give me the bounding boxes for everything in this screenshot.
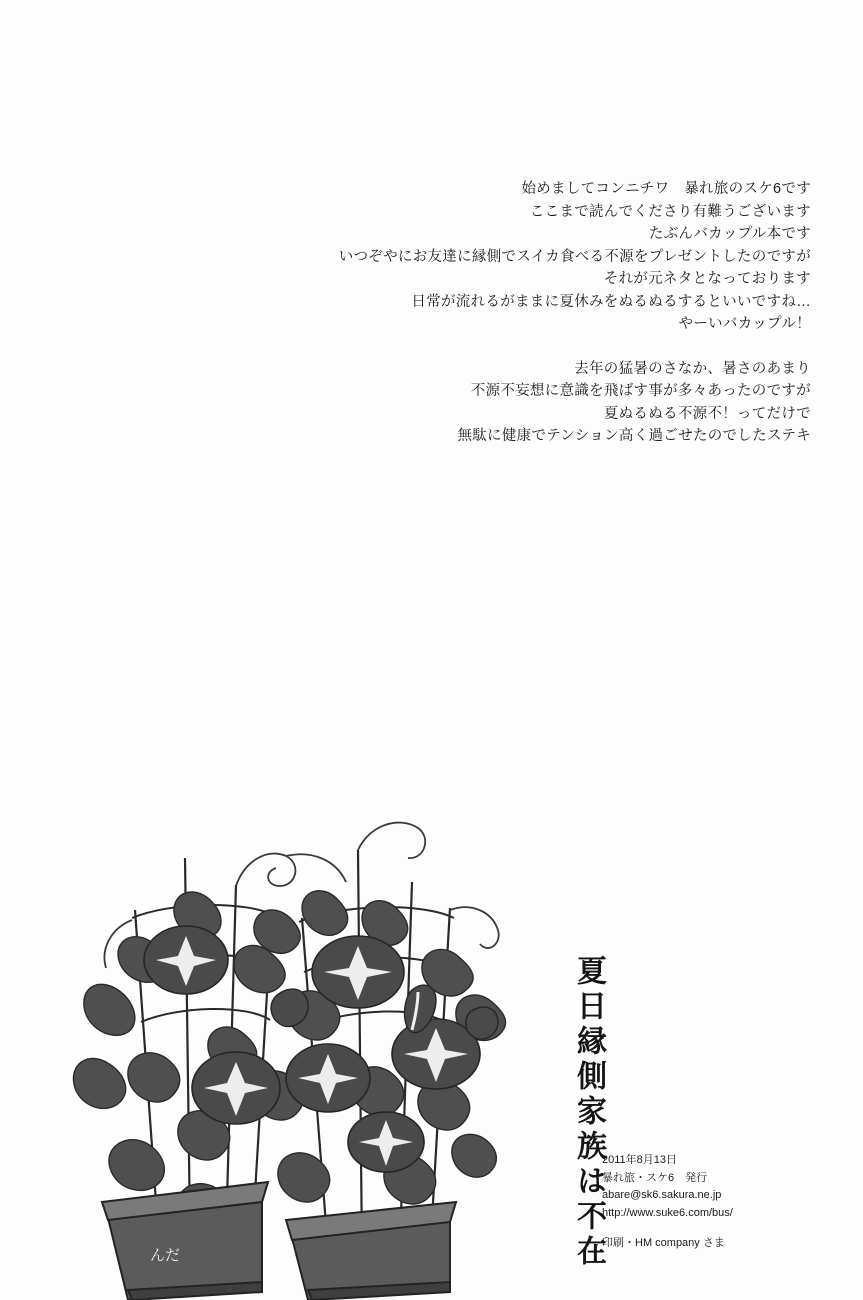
afterword-line: 日常が流れるがままに夏休みをぬるぬるするといいですね… [411, 293, 811, 310]
page-title: 夏日縁側家族は不在 [572, 955, 605, 1270]
colophon [602, 1152, 777, 1253]
afterword-line: 夏ぬるぬる不源不！ってだけで [603, 405, 811, 422]
colophon-publisher: 暴れ旅・スケ6 発行 [602, 1171, 708, 1184]
colophon-spacer [602, 1222, 777, 1235]
afterword-line: やーいバカップル！ [678, 316, 811, 332]
afterword-line: たぶんバカップル本です [648, 226, 811, 242]
colophon-printer: 印刷・HM company さま [602, 1237, 725, 1249]
colophon-email: abare@sk6.sakura.ne.jp [602, 1189, 722, 1201]
afterword-line: 無駄に健康でテンション高く過ごせたのでしたステキ [457, 428, 811, 444]
afterword-line: 始めましてコンニチワ 暴れ旅のスケ6です [521, 181, 811, 197]
flower [348, 1112, 424, 1172]
artist-signature: んだ [150, 1247, 181, 1264]
flower [312, 936, 404, 1008]
flower [144, 926, 228, 994]
afterword-line: いつぞやにお友達に縁側でスイカ食べる不源をプレゼントしたのですが [338, 248, 811, 265]
flower [192, 1052, 280, 1124]
afterword-line: それが元ネタとなっております [603, 271, 811, 287]
afterword-line: ここまで読んでくださり有難うございます [529, 203, 811, 220]
afterword-text [191, 178, 811, 448]
paragraph-spacer [191, 336, 811, 358]
afterword-line: 去年の猛暑のさなか、暑さのあまり [574, 360, 811, 377]
colophon-url: http://www.suke6.com/bus/ [602, 1206, 733, 1219]
flower [286, 1044, 370, 1112]
morning-glory-planters-illustration [40, 790, 560, 1300]
afterword-line: 不源不妄想に意識を飛ばす事が多々あったのですが [470, 383, 811, 399]
colophon-date: 2011年8月13日 [602, 1154, 678, 1166]
